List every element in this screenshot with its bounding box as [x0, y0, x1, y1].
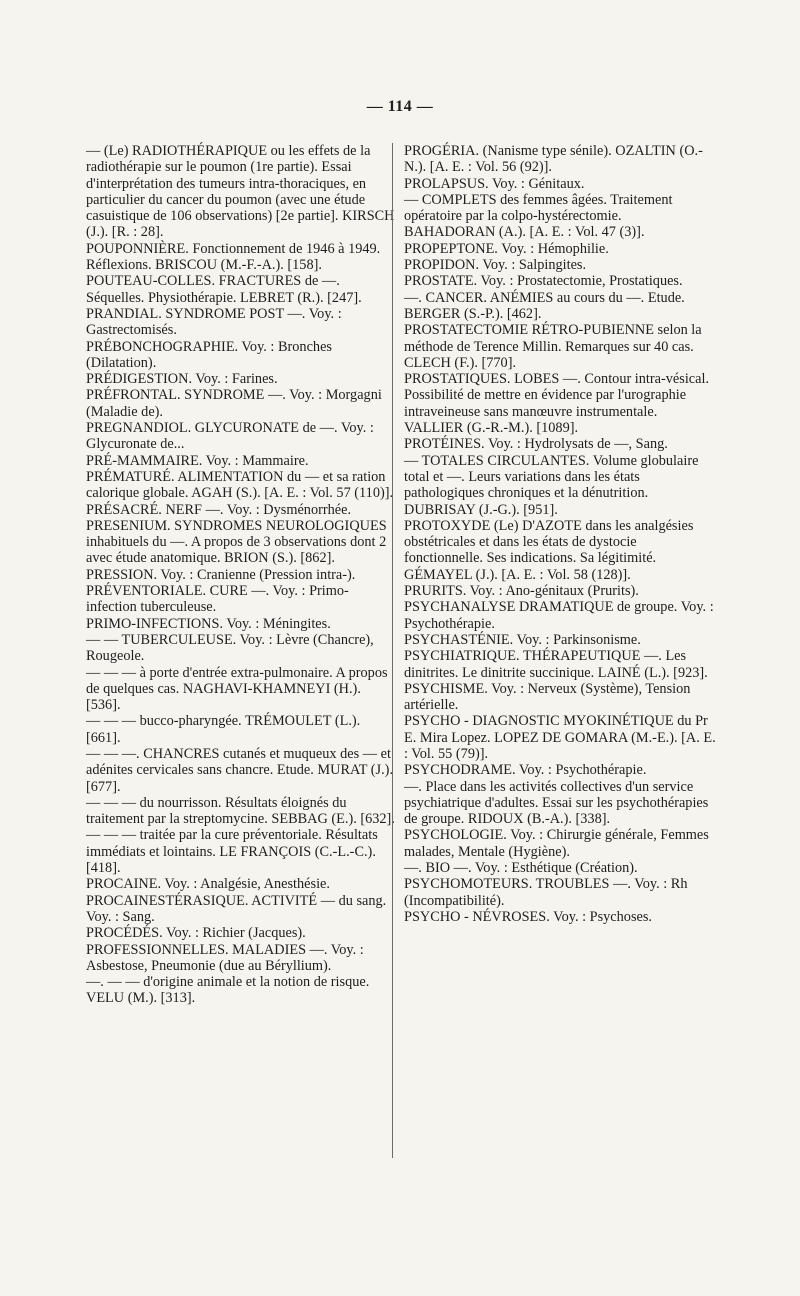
- index-entry: PROSTATIQUES. LOBES —. Contour intra-vésical. Possibilité de mettre en évidence par l'urographie intraveineuse sans manœuvre instrumentale. VALLIER (G.-R.-M.). [1089].: [404, 371, 710, 437]
- page-number: — 114 —: [366, 98, 434, 115]
- index-entry: PROLAPSUS. Voy. : Génitaux.: [404, 175, 585, 192]
- index-entry: PSYCHOLOGIE. Voy. : Chirurgie générale, Femmes malades, Mentale (Hygiène).: [404, 827, 709, 860]
- index-entry: —. — — d'origine animale et la notion de risque. VELU (M.). [313].: [86, 974, 370, 1007]
- index-entry: — (Le) RADIOTHÉRAPIQUE ou les effets de la radiothérapie sur le poumon (1re partie). Essai d'interprétation des tumeurs intra-thoraciques, en particulier du cancer du poumon (avec une étude casuistique de 106 observations) [2e partie]. KIRSCH (J.). [R. : 28].: [86, 143, 395, 241]
- index-entry: PSYCHO - NÉVROSES. Voy. : Psychoses.: [404, 908, 652, 925]
- index-entry: PRÉMATURÉ. ALIMENTATION du — et sa ration calorique globale. AGAH (S.). [A. E. : Vol. 57 (110)].: [86, 468, 394, 502]
- index-entry: —. BIO —. Voy. : Esthétique (Création).: [404, 860, 638, 877]
- index-entry: — TOTALES CIRCULANTES. Volume globulaire total et —. Leurs variations dans les états pathologiques chroniques et la dénutrition. DUBRISAY (J.-G.). [951].: [404, 452, 699, 518]
- index-entry: PROFESSIONNELLES. MALADIES —. Voy. : Asbestose, Pneumonie (due au Béryllium).: [86, 941, 364, 974]
- index-entry: — — —. CHANCRES cutanés et muqueux des — et adénites cervicales sans chancre. Etude. MURAT (J.). [677].: [86, 745, 394, 795]
- index-entry: POUTEAU-COLLES. FRACTURES de —. Séquelles. Physiothérapie. LEBRET (R.). [247].: [86, 273, 362, 306]
- index-entry: PSYCHANALYSE DRAMATIQUE de groupe. Voy. : Psychothérapie.: [404, 599, 714, 632]
- index-entry: POUPONNIÈRE. Fonctionnement de 1946 à 1949. Réflexions. BRISCOU (M.-F.-A.). [158].: [86, 240, 381, 274]
- index-entry: PRIMO-INFECTIONS. Voy. : Méningites.: [86, 615, 331, 632]
- index-entry: PROSTATE. Voy. : Prostatectomie, Prostatiques.: [404, 273, 683, 290]
- index-entry: PSYCHOMOTEURS. TROUBLES —. Voy. : Rh (Incompatibilité).: [404, 876, 688, 909]
- index-entry: PROCAINESTÉRASIQUE. ACTIVITÉ — du sang. Voy. : Sang.: [86, 892, 387, 925]
- index-entry: PRANDIAL. SYNDROME POST —. Voy. : Gastrectomisés.: [86, 305, 342, 339]
- index-entry: —. CANCER. ANÉMIES au cours du —. Etude. BERGER (S.-P.). [462].: [404, 289, 685, 322]
- index-entry: — — — à porte d'entrée extra-pulmonaire. A propos de quelques cas. NAGHAVI-KHAMNEYI (H.). [536].: [86, 664, 388, 714]
- index-column-left: [86, 143, 398, 1007]
- index-entry: — COMPLETS des femmes âgées. Traitement opératoire par la colpo-hystérectomie. BAHADORAN (A.). [A. E. : Vol. 47 (3)].: [404, 191, 673, 241]
- index-entry: PRÉDIGESTION. Voy. : Farines.: [86, 371, 278, 388]
- index-entry: PROPIDON. Voy. : Salpingites.: [404, 257, 587, 274]
- index-entry: PROPEPTONE. Voy. : Hémophilie.: [404, 240, 609, 257]
- index-entry: PSYCHASTÉNIE. Voy. : Parkinsonisme.: [404, 631, 641, 648]
- index-entry: PSYCHODRAME. Voy. : Psychothérapie.: [404, 762, 647, 779]
- index-column-right: [404, 143, 716, 925]
- index-entry: PRURITS. Voy. : Ano-génitaux (Prurits).: [404, 583, 639, 600]
- index-entry: PROSTATECTOMIE RÉTRO-PUBIENNE selon la méthode de Terence Millin. Remarques sur 40 cas. CLECH (F.). [770].: [404, 322, 702, 371]
- index-entry: PRÉ-MAMMAIRE. Voy. : Mammaire.: [86, 452, 309, 469]
- index-entry: PRESENIUM. SYNDROMES NEUROLOGIQUES inhabituels du —. A propos de 3 observations dont 2 avec étude anatomique. BRION (S.). [862].: [86, 517, 387, 567]
- index-entry: PROCAINE. Voy. : Analgésie, Anesthésie.: [86, 876, 330, 893]
- column-divider: [392, 143, 393, 1158]
- index-entry: PREGNANDIOL. GLYCURONATE de —. Voy. : Glycuronate de...: [86, 420, 374, 453]
- index-entry: PRÉBONCHOGRAPHIE. Voy. : Bronches (Dilatation).: [86, 338, 332, 371]
- index-entry: PROTOXYDE (Le) D'AZOTE dans les analgésies obstétricales et dans les états de dystocie fonctionnelle. Ses indications. Sa légitimité. GÉMAYEL (J.). [A. E. : Vol. 58 (128)].: [404, 517, 694, 583]
- index-entry: —. Place dans les activités collectives d'un service psychiatrique d'adultes. Essai sur les psychothérapies de groupe. RIDOUX (B.-A.). [338].: [404, 778, 709, 828]
- index-entry: — — — bucco-pharyngée. TRÉMOULET (L.). [661].: [86, 713, 361, 746]
- index-entry: PSYCHO - DIAGNOSTIC MYOKINÉTIQUE du Pr E. Mira Lopez. LOPEZ DE GOMARA (M.-E.). [A. E. : Vol. 55 (79)].: [404, 713, 716, 762]
- index-entry: PSYCHIATRIQUE. THÉRAPEUTIQUE —. Les dinitrites. Le dinitrite succinique. LAINÉ (L.). [923].: [404, 648, 708, 681]
- index-entry: PROTÉINES. Voy. : Hydrolysats de —, Sang.: [404, 436, 668, 453]
- index-entry: PRESSION. Voy. : Cranienne (Pression intra-).: [86, 566, 356, 583]
- index-entry: — — — du nourrisson. Résultats éloignés du traitement par la streptomycine. SEBBAG (E.). [632].: [86, 794, 395, 828]
- index-entry: PRÉFRONTAL. SYNDROME —. Voy. : Morgagni (Maladie de).: [86, 387, 382, 420]
- index-entry: — — — traitée par la cure préventoriale. Résultats immédiats et lointains. LE FRANÇOIS (C.-L.-C.). [418].: [86, 827, 378, 877]
- index-entry: PRÉSACRÉ. NERF —. Voy. : Dysménorrhée.: [86, 501, 352, 518]
- index-entry: PRÉVENTORIALE. CURE —. Voy. : Primo-infection tuberculeuse.: [86, 583, 349, 616]
- index-entry: PROGÉRIA. (Nanisme type sénile). OZALTIN (O.-N.). [A. E. : Vol. 56 (92)].: [404, 143, 703, 176]
- index-entry: PSYCHISME. Voy. : Nerveux (Système), Tension artérielle.: [404, 680, 691, 714]
- index-entry: — — TUBERCULEUSE. Voy. : Lèvre (Chancre), Rougeole.: [86, 631, 374, 665]
- index-entry: PROCÉDÉS. Voy. : Richier (Jacques).: [86, 925, 306, 942]
